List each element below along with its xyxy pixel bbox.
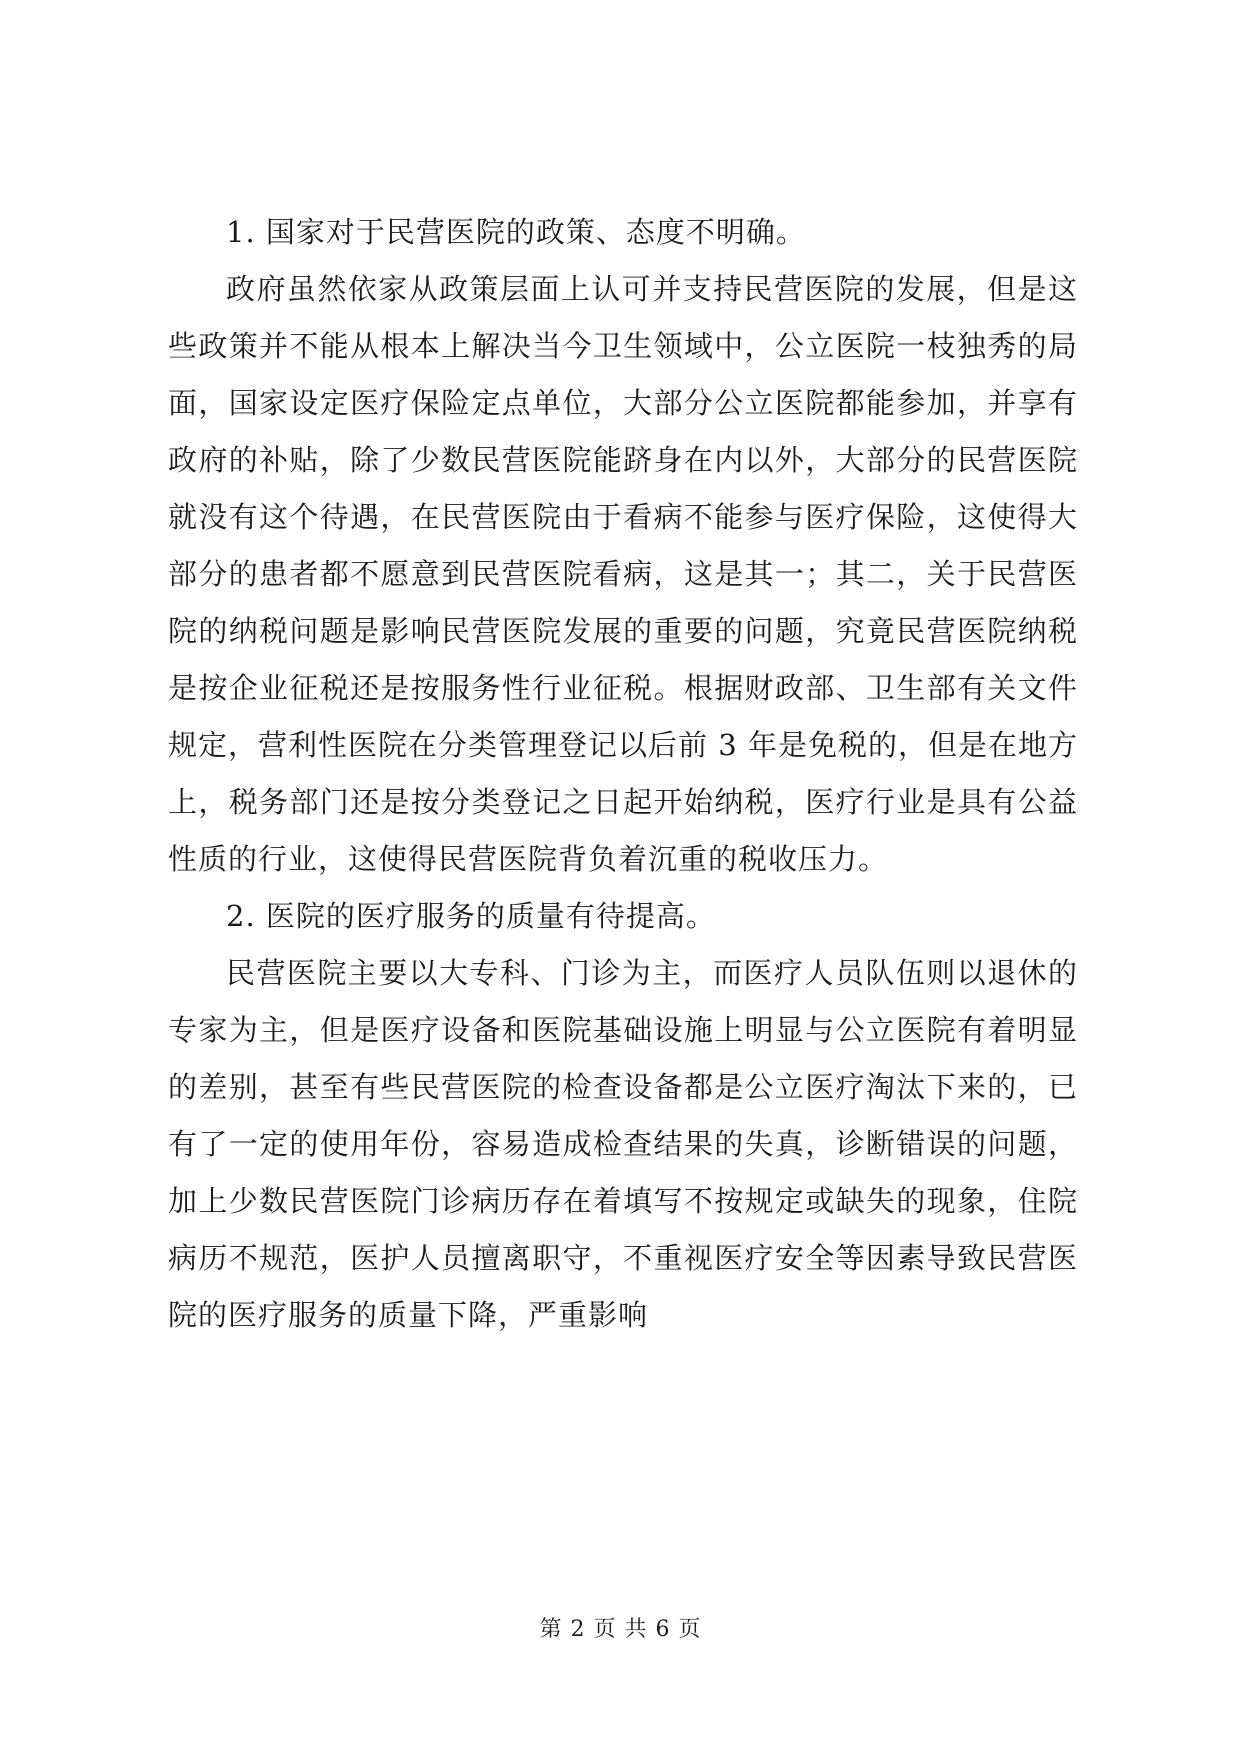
body-paragraph-1: 政府虽然依家从政策层面上认可并支持民营医院的发展，但是这些政策并不能从根本上解决当今卫生领域中，公立医院一枝独秀的局面，国家设定医疗保险定点单位，大部分公立医院都能参加，并享有政府的补贴，除了少数民营医院能跻身在内以外，大部分的民营医院就没有这个待遇，在民营医院由于看病不能参与医疗保险，这使得大部分的患者都不愿意到民营医院看病，这是其一；其二，关于民营医院的纳税问题是影响民营医院发展的重要的问题，究竟民营医院纳税是按企业征税还是按服务性行业征税。根据财政部、卫生部有关文件规定，营利性医院在分类管理登记以后前 3 年是免税的，但是在地方上，税务部门还是按分类登记之日起开始纳税，医疗行业是具有公益性质的行业，这使得民营医院背负着沉重的税收压力。: [168, 272, 1078, 876]
document-body: [168, 204, 1078, 1344]
page-number-footer: 第 2 页 共 6 页: [539, 1617, 702, 1642]
section-heading-2: 2. 医院的医疗服务的质量有待提高。: [226, 899, 716, 933]
section-heading-1: 1. 国家对于民营医院的政策、态度不明确。: [226, 215, 806, 249]
body-paragraph-2: 民营医院主要以大专科、门诊为主，而医疗人员队伍则以退休的专家为主，但是医疗设备和医院基础设施上明显与公立医院有着明显的差别，甚至有些民营医院的检查设备都是公立医疗淘汰下来的，已有了一定的使用年份，容易造成检查结果的失真，诊断错误的问题，加上少数民营医院门诊病历存在着填写不按规定或缺失的现象，住院病历不规范，医护人员擅离职守，不重视医疗安全等因素导致民营医院的医疗服务的质量下降，严重影响: [168, 956, 1078, 1332]
